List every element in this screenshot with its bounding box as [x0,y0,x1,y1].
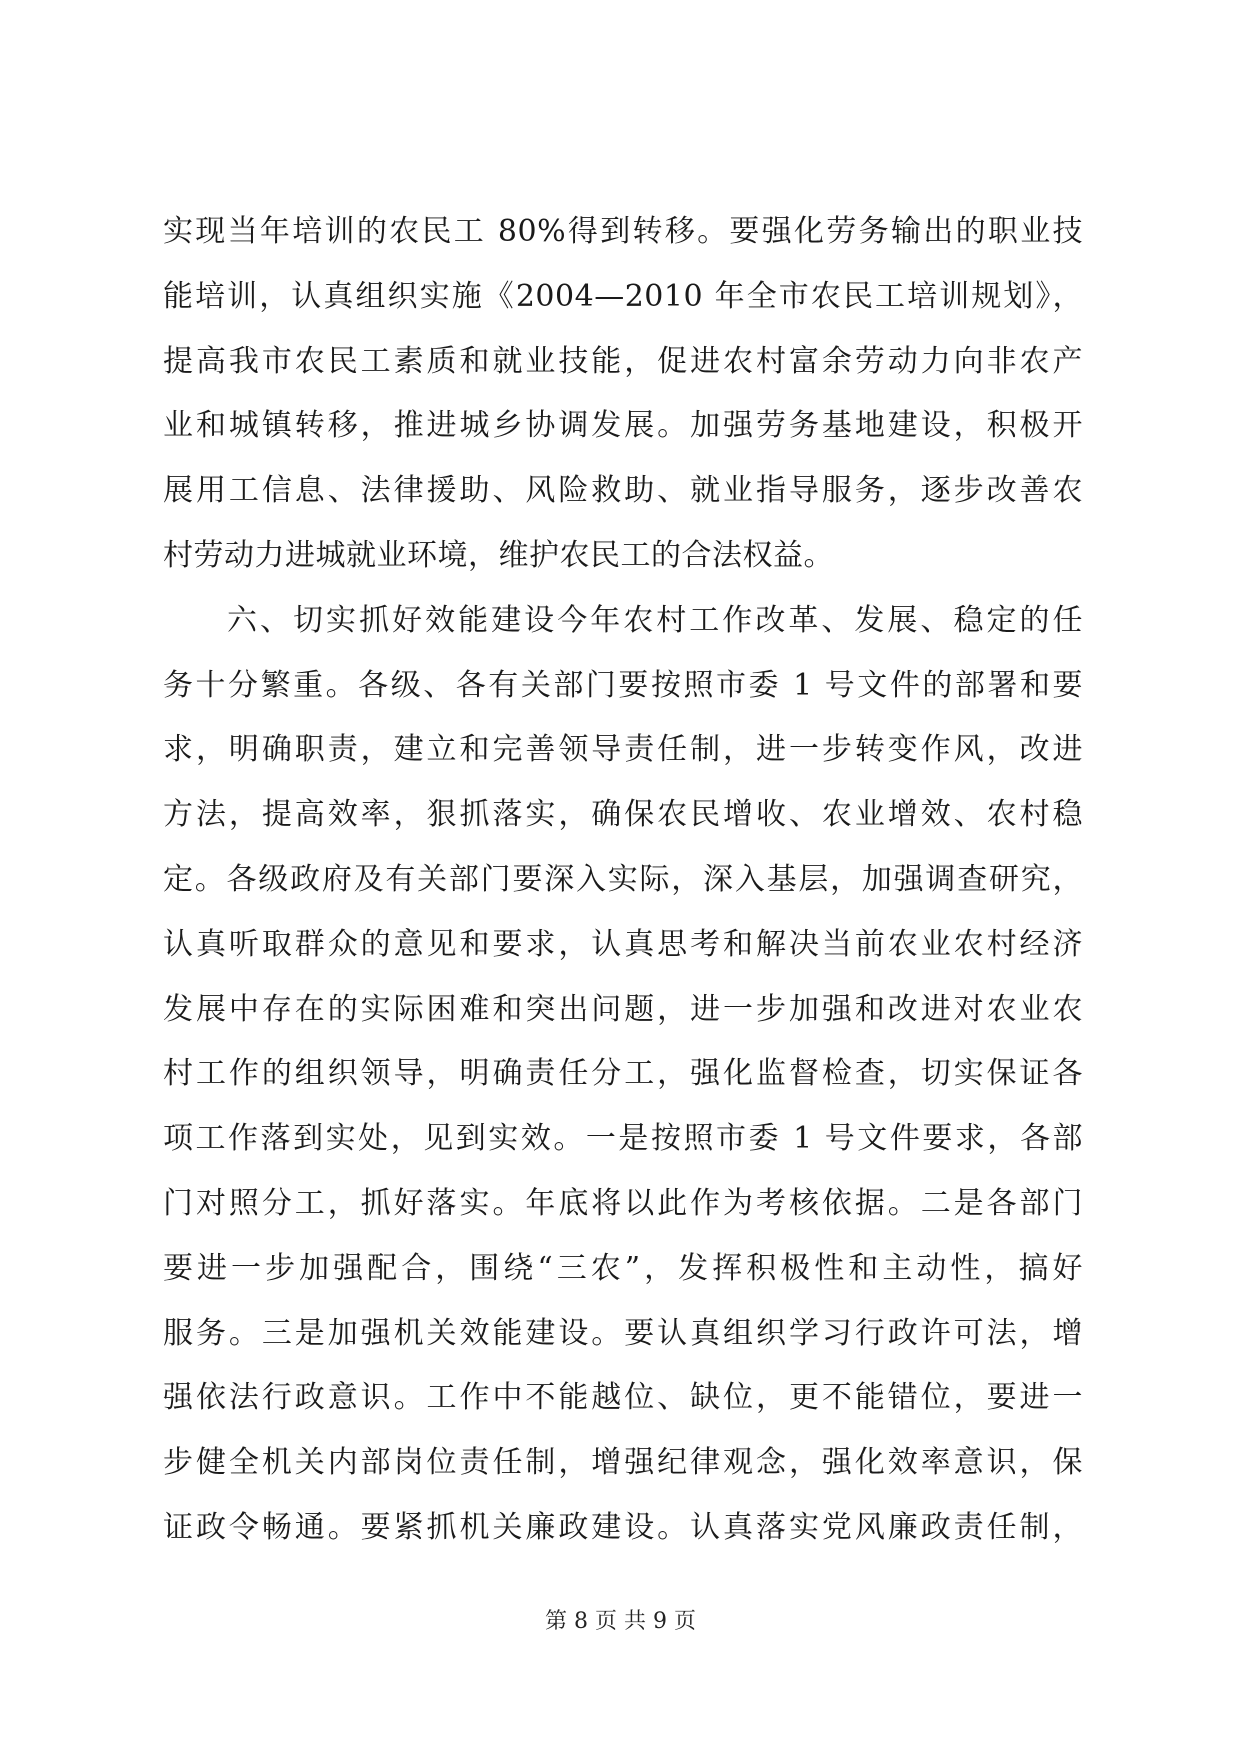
text-line: 证政令畅通。要紧抓机关廉政建设。认真落实党风廉政责任制， [163,1509,1083,1545]
text-line: 展用工信息、法律援助、风险救助、就业指导服务，逐步改善农 [163,473,1083,509]
text-line: 业和城镇转移，推进城乡协调发展。加强劳务基地建设，积极开 [163,408,1083,444]
text-line: 六、切实抓好效能建设今年农村工作改革、发展、稳定的任 [227,602,1083,638]
body-text [163,200,1083,1561]
text-line: 认真听取群众的意见和要求，认真思考和解决当前农业农村经济 [163,926,1083,962]
text-line: 强依法行政意识。工作中不能越位、缺位，更不能错位，要进一 [163,1380,1083,1416]
text-line: 村劳动力进城就业环境，维护农民工的合法权益。 [163,537,834,573]
text-line: 方法，提高效率，狠抓落实，确保农民增收、农业增效、农村稳 [163,797,1083,833]
text-line: 定。各级政府及有关部门要深入实际，深入基层，加强调查研究， [163,861,1083,897]
text-line: 步健全机关内部岗位责任制，增强纪律观念，强化效率意识，保 [163,1445,1083,1481]
paragraph-1 [163,200,1083,589]
text-line: 门对照分工，抓好落实。年底将以此作为考核依据。二是各部门 [163,1185,1083,1221]
text-line: 项工作落到实处，见到实效。一是按照市委 1 号文件要求，各部 [163,1121,1083,1157]
text-line: 求，明确职责，建立和完善领导责任制，进一步转变作风，改进 [163,732,1083,768]
text-line: 村工作的组织领导，明确责任分工，强化监督检查，切实保证各 [163,1056,1083,1092]
text-line: 发展中存在的实际困难和突出问题，进一步加强和改进对农业农 [163,991,1083,1027]
text-line: 务十分繁重。各级、各有关部门要按照市委 1 号文件的部署和要 [163,667,1083,703]
page-number-footer: 第 8 页 共 9 页 [545,1609,696,1634]
text-line: 实现当年培训的农民工 80%得到转移。要强化劳务输出的职业技 [163,214,1083,249]
text-line: 提高我市农民工素质和就业技能，促进农村富余劳动力向非农产 [163,343,1083,379]
paragraph-2 [163,589,1083,1561]
text-line: 能培训，认真组织实施《2004—2010 年全市农民工培训规划》， [163,278,1083,314]
text-line: 要进一步加强配合，围绕“三农”，发挥积极性和主动性，搞好 [163,1250,1083,1286]
text-line: 服务。三是加强机关效能建设。要认真组织学习行政许可法，增 [163,1315,1083,1351]
